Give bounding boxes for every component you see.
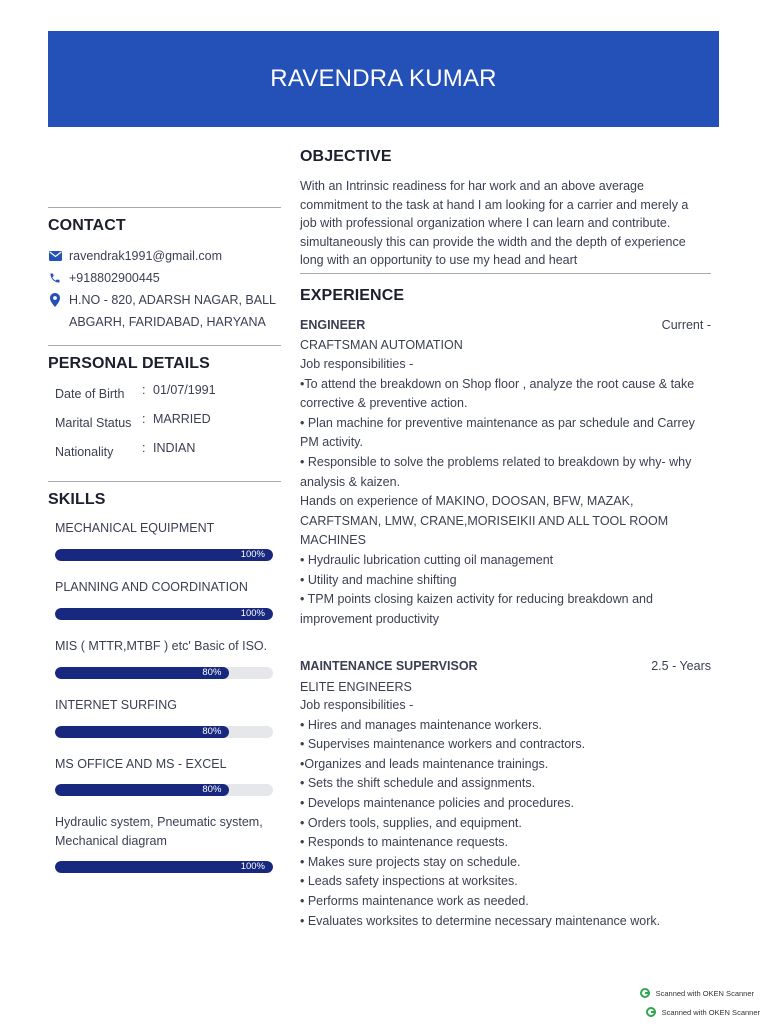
scanner-stamp-text: Scanned with OKEN Scanner	[661, 1007, 760, 1017]
contact-phone-row	[48, 267, 281, 289]
objective-line: job with professional organization where I can learn and contribute.	[300, 216, 671, 230]
dob-label: Date of Birth	[55, 387, 125, 401]
colon: :	[142, 412, 146, 426]
objective-line: simultaneously this can provide the width and the depth of experience	[300, 234, 686, 249]
skill-bar	[55, 608, 273, 620]
skill-name: MECHANICAL EQUIPMENT	[55, 521, 215, 535]
objective-heading: OBJECTIVE	[300, 148, 392, 165]
contact-heading: CONTACT	[48, 217, 126, 234]
list-item: corrective & preventive action.	[300, 396, 468, 411]
candidate-name: RAVENDRA KUMAR	[270, 65, 497, 92]
skill-bar-fill	[55, 784, 229, 796]
list-item: Job responsibilities -	[300, 698, 414, 712]
nationality-label: Nationality	[55, 445, 114, 459]
colon: :	[142, 383, 146, 397]
list-item: • Utility and machine shifting	[300, 572, 457, 587]
skill-bar-fill	[55, 608, 273, 620]
list-item: • Leads safety inspections at worksites.	[300, 874, 518, 889]
objective-text	[300, 177, 711, 270]
list-item: • Plan machine for preventive maintenance as par schedule and Carrey	[300, 415, 695, 430]
objective-line: long with an opportunity to use my head and heart	[300, 253, 578, 267]
skill-name: Hydraulic system, Pneumatic system, Mechanical diagram	[55, 815, 263, 848]
skill-bar	[55, 667, 273, 679]
colon: :	[142, 441, 146, 455]
scanner-stamp-text: Scanned with OKEN Scanner	[655, 988, 754, 998]
scanner-logo-icon	[646, 1007, 656, 1017]
skill-percent: 100%	[240, 608, 265, 619]
list-item: • Makes sure projects stay on schedule.	[300, 854, 521, 869]
contact-address	[69, 289, 276, 333]
skill-name: PLANNING AND COORDINATION	[55, 580, 248, 594]
job-duration: Current -	[661, 318, 711, 332]
list-item: •To attend the breakdown on Shop floor , analyze the root cause & take	[300, 376, 695, 391]
list-item: analysis & kaizen.	[300, 474, 401, 489]
skill-bar-fill	[55, 861, 273, 873]
marital-status-value: MARRIED	[153, 412, 211, 426]
skill-bar	[55, 784, 273, 796]
contact-phone[interactable]: +918802900445	[69, 271, 160, 285]
list-item: Job responsibilities -	[300, 357, 414, 371]
job-company: ELITE ENGINEERS	[300, 680, 412, 694]
list-item: • Responds to maintenance requests.	[300, 835, 508, 850]
list-item: • Orders tools, supplies, and equipment.	[300, 815, 522, 830]
address-line-2: ABGARH, FARIDABAD, HARYANA	[69, 315, 266, 329]
address-line-1: H.NO - 820, ADARSH NAGAR, BALL	[69, 293, 277, 307]
list-item: improvement productivity	[300, 611, 439, 626]
phone-icon	[48, 267, 62, 289]
job-role: ENGINEER	[300, 318, 366, 332]
list-item: • Sets the shift schedule and assignments.	[300, 776, 536, 791]
scanner-logo-icon	[640, 988, 650, 998]
list-item: PM activity.	[300, 435, 363, 450]
skill-bar	[55, 726, 273, 738]
skill-percent: 80%	[202, 726, 222, 737]
list-item: • Evaluates worksites to determine necessary maintenance work.	[300, 913, 661, 928]
list-item: • Performs maintenance work as needed.	[300, 893, 529, 908]
skill-name: MIS ( MTTR,MTBF ) etc' Basic of ISO.	[55, 639, 268, 653]
job-responsibilities	[300, 696, 711, 931]
divider	[300, 273, 711, 274]
list-item: • TPM points closing kaizen activity for reducing breakdown and	[300, 592, 653, 607]
list-item: Hands on experience of MAKINO, DOOSAN, BFW, MAZAK,	[300, 494, 634, 509]
location-pin-icon	[48, 289, 62, 311]
skill-percent: 100%	[240, 861, 265, 872]
skill-percent: 100%	[240, 549, 265, 560]
objective-line: With an Intrinsic readiness for har work and an above average	[300, 179, 644, 193]
skill-bar-fill	[55, 726, 229, 738]
job-responsibilities	[300, 355, 711, 629]
list-item: • Hires and manages maintenance workers.	[300, 717, 542, 732]
skill-bar-fill	[55, 667, 229, 679]
skill-name: MS OFFICE AND MS - EXCEL	[55, 757, 227, 771]
job-role: MAINTENANCE SUPERVISOR	[300, 659, 478, 673]
skill-percent: 80%	[202, 667, 222, 678]
marital-status-label: Marital Status	[55, 416, 132, 430]
list-item: • Responsible to solve the problems related to breakdown by why- why	[300, 454, 692, 469]
skill-bar	[55, 549, 273, 561]
experience-heading: EXPERIENCE	[300, 287, 405, 304]
skill-percent: 80%	[202, 784, 222, 795]
divider	[48, 345, 281, 346]
dob-value: 01/07/1991	[153, 383, 216, 397]
list-item: MACHINES	[300, 533, 366, 548]
divider	[48, 207, 281, 208]
envelope-icon	[48, 245, 62, 267]
list-item: CARFTSMAN, LMW, CRANE,MORISEIKII AND ALL TOOL ROOM	[300, 513, 669, 528]
contact-email[interactable]: ravendrak1991@gmail.com	[69, 249, 223, 263]
list-item: •Organizes and leads maintenance trainings.	[300, 756, 549, 771]
job-duration: 2.5 - Years	[651, 659, 711, 673]
nationality-value: INDIAN	[153, 441, 196, 455]
list-item: • Develops maintenance policies and procedures.	[300, 795, 574, 810]
divider	[48, 481, 281, 482]
objective-line: commitment to the task at hand I am looking for a carrier and merely a	[300, 197, 689, 212]
list-item: • Supervises maintenance workers and contractors.	[300, 737, 586, 752]
name-banner	[48, 31, 719, 127]
skill-name: INTERNET SURFING	[55, 698, 177, 712]
list-item: • Hydraulic lubrication cutting oil management	[300, 552, 554, 567]
skill-bar	[55, 861, 273, 873]
scanner-stamp	[646, 1007, 760, 1017]
contact-address-row	[48, 289, 281, 333]
personal-details-heading: PERSONAL DETAILS	[48, 355, 210, 372]
skills-heading: SKILLS	[48, 491, 106, 508]
contact-email-row	[48, 245, 281, 267]
job-company: CRAFTSMAN AUTOMATION	[300, 338, 463, 352]
scanner-stamp	[640, 988, 754, 998]
skill-bar-fill	[55, 549, 273, 561]
